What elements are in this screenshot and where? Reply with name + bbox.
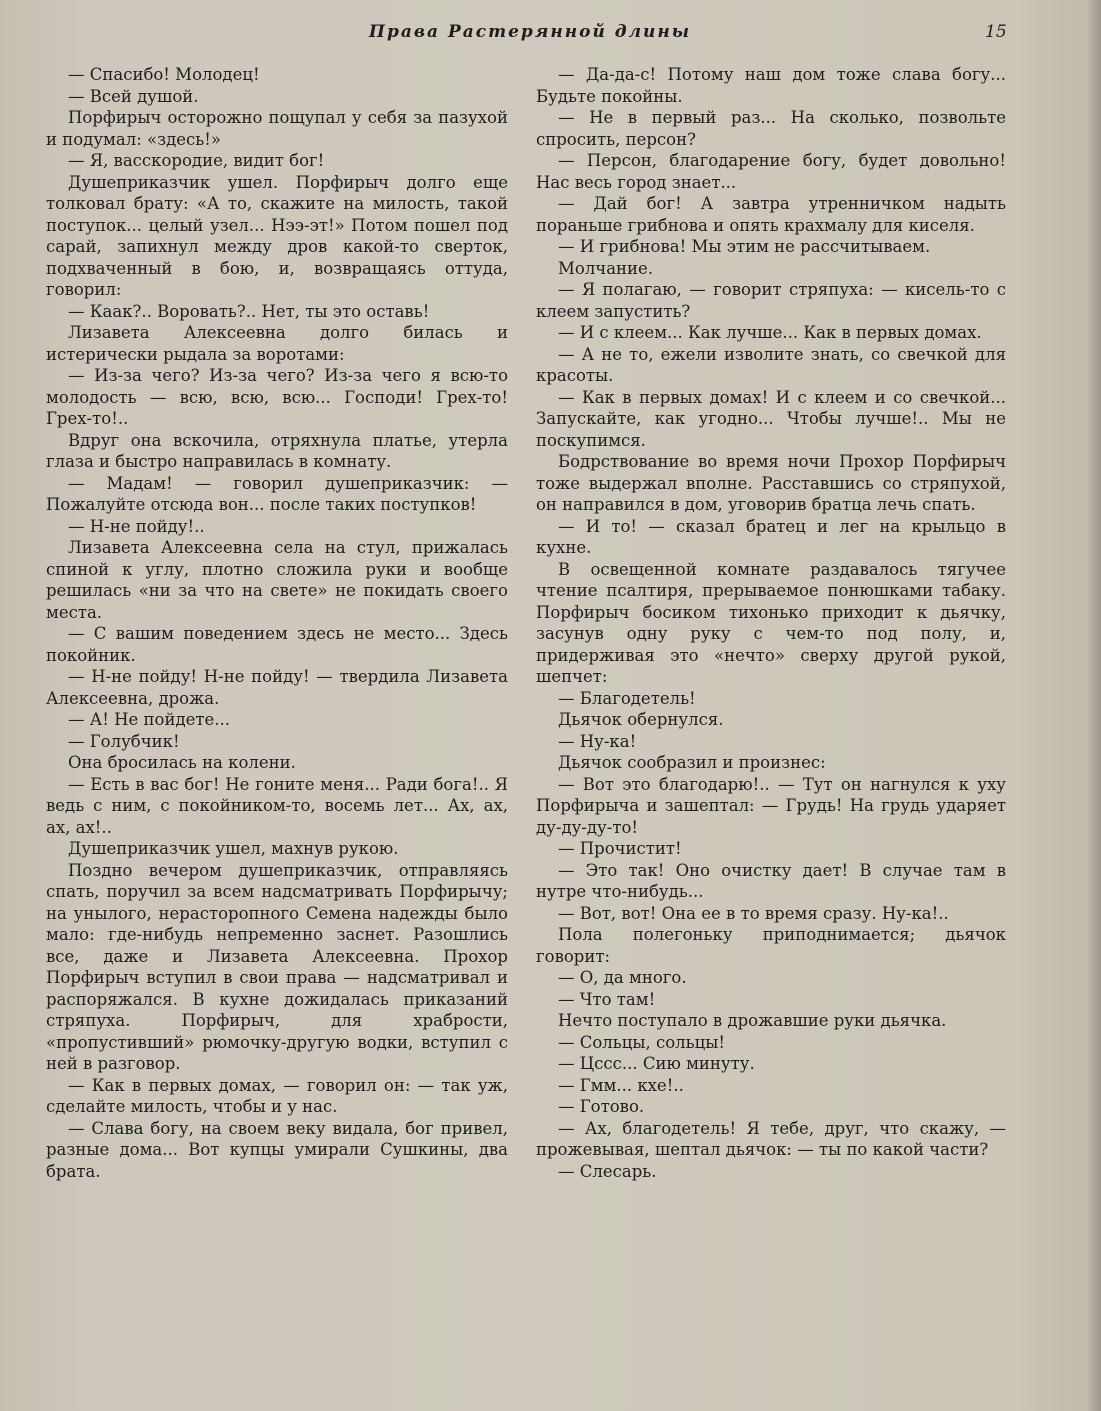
paragraph: — Благодетель! [558, 688, 696, 708]
paragraph: — Есть в вас бог! Не гоните меня... Ради бога!.. Я ведь с ним, с покойником-то, восемь лет... Ах, ах, ах, ах!.. [46, 774, 508, 837]
paragraph: — С вашим поведением здесь не место... Здесь покойник. [46, 624, 508, 665]
paragraph: — И грибнова! Мы этим не рассчитываем. [558, 237, 931, 256]
paragraph: — Из-за чего? Из-за чего? Из-за чего я всю-то молодость — всю, всю, всю... Господи! Грех-то! Грех-то!.. [46, 366, 508, 428]
paragraph: — Н-не пойду! Н-не пойду! — твердила Лизавета Алексеевна, дрожа. [46, 667, 508, 708]
paragraph: — Н-не пойду!.. [68, 516, 205, 536]
paragraph: — Прочистит! [558, 839, 682, 858]
paragraph: — Ах, благодетель! Я тебе, друг, что скажу, — прожевывая, шептал дьячок: — ты по какой части? [536, 1118, 1006, 1159]
paragraph: — Мадам! — говорил душеприказчик: — Пожалуйте отсюда вон... после таких поступков! [46, 473, 508, 514]
paragraph: — Вот, вот! Она ее в то время сразу. Ну-ка!.. [558, 903, 949, 923]
paragraph: — О, да много. [558, 968, 687, 987]
paragraph: — Гмм... кхе!.. [558, 1075, 684, 1095]
paragraph: — А! Не пойдете... [68, 710, 230, 729]
paragraph: — Сольцы, сольцы! [558, 1032, 726, 1052]
text-column-right [536, 64, 1006, 1182]
paragraph: — Не в первый раз... На сколько, позвольте спросить, персон? [536, 108, 1006, 149]
paragraph: — Да-да-с! Потому наш дом тоже слава богу... Будьте покойны. [536, 65, 1006, 106]
paragraph: Нечто поступало в дрожавшие руки дьячка. [558, 1011, 947, 1030]
paragraph: Пола полегоньку приподнимается; дьячок говорит: [536, 925, 1006, 966]
paragraph: Вдруг она вскочила, отряхнула платье, утерла глаза и быстро направилась в комнату. [46, 430, 508, 471]
page-number: 15 [985, 22, 1007, 42]
paragraph: — А не то, ежели изволите знать, со свечкой для красоты. [536, 344, 1006, 385]
paragraph: Она бросилась на колени. [68, 753, 296, 772]
paragraph: — Голубчик! [68, 731, 180, 751]
paragraph: — Вот это благодарю!.. — Тут он нагнулся к уху Порфирыча и зашептал: — Грудь! На грудь ударяет ду-ду-ду-то! [536, 774, 1006, 837]
paragraph: — Как в первых домах! И с клеем и со свечкой... Запускайте, как угодно... Чтобы лучше!.. Мы не поскупимся. [536, 387, 1006, 450]
paragraph: — Я, васскородие, видит бог! [68, 151, 325, 170]
paragraph: — Слесарь. [558, 1161, 657, 1181]
paragraph: — Я полагаю, — говорит стряпуха: — кисель-то с клеем запустить? [536, 280, 1006, 321]
paragraph: — Дай бог! А завтра утренничком надыть пораньше грибнова и опять крахмалу для киселя. [536, 194, 1006, 235]
paragraph: — Каак?.. Воровать?.. Нет, ты это оставь! [68, 301, 430, 321]
paragraph: Душеприказчик ушел, махнув рукою. [68, 839, 399, 858]
paragraph: — Слава богу, на своем веку видала, бог привел, разные дома... Вот купцы умирали Сушкины, два брата. [46, 1118, 508, 1181]
paragraph: Лизавета Алексеевна долго билась и истерически рыдала за воротами: [46, 323, 508, 364]
paragraph: — Готово. [558, 1097, 645, 1116]
paragraph: — И с клеем... Как лучше... Как в первых домах. [558, 323, 982, 342]
paragraph: Молчание. [558, 258, 654, 278]
paragraph: — Что там! [558, 989, 656, 1009]
paragraph: — Как в первых домах, — говорил он: — так уж, сделайте милость, чтобы и у нас. [46, 1075, 508, 1116]
paragraph: Дьячок сообразил и произнес: [558, 753, 826, 772]
text-column-left [46, 64, 508, 1182]
paragraph: — Цссс... Сию минуту. [558, 1054, 755, 1073]
paragraph: Поздно вечером душеприказчик, отправляясь спать, поручил за всем надсматривать Порфирычу; на унылого, нерасторопного Семена надежды было мало: где-нибудь непременно заснет. Разошлись все, даже и Лизавета Алексеевна. Прохор Порфирыч вступил в свои права — надсматривал и распоряжался. В кухне дожидалась приказаний стряпуха. Порфирыч, для храбрости, «пропустивший» рюмочку-другую водки, вступил с ней в разговор. [46, 860, 508, 1073]
paragraph: Бодрствование во время ночи Прохор Порфирыч тоже выдержал вполне. Расставшись со стряпухой, он направился в дом, уговорив братца лечь спать. [536, 452, 1006, 514]
paragraph: Душеприказчик ушел. Порфирыч долго еще толковал брату: «А то, скажите на милость, такой поступок... целый узел... Нээ-эт!» Потом пошел под сарай, запихнул между дров какой-то сверток, подхваченный в бою, и, возвращаясь оттуда, говорил: [46, 172, 508, 299]
page-edge-shadow [1087, 0, 1101, 1411]
paragraph: — Это так! Оно очистку дает! В случае там в нутре что-нибудь... [536, 860, 1006, 901]
paragraph: Лизавета Алексеевна села на стул, прижалась спиной к углу, плотно сложила руки и вообще решилась «ни за что на свете» не покидать своего места. [46, 538, 508, 622]
paragraph: Дьячок обернулся. [558, 710, 724, 729]
paragraph: — Ну-ка! [558, 731, 637, 751]
paragraph: — Всей душой. [68, 86, 199, 106]
paragraph: — Спасибо! Молодец! [68, 65, 260, 84]
paragraph: В освещенной комнате раздавалось тягучее чтение псалтиря, прерываемое понюшками табаку. Порфирыч босиком тихонько приходит к дьячку, засунув одну руку с чем-то под полу, и, придерживая это «нечто» сверху другой рукой, шепчет: [536, 559, 1006, 686]
paragraph: — И то! — сказал братец и лег на крыльцо в кухне. [536, 516, 1006, 557]
paragraph: — Персон, благодарение богу, будет довольно! Нас весь город знает... [536, 151, 1006, 192]
running-header-title: Права Растерянной длины [368, 22, 692, 42]
paragraph: Порфирыч осторожно пощупал у себя за пазухой и подумал: «здесь!» [46, 108, 508, 149]
